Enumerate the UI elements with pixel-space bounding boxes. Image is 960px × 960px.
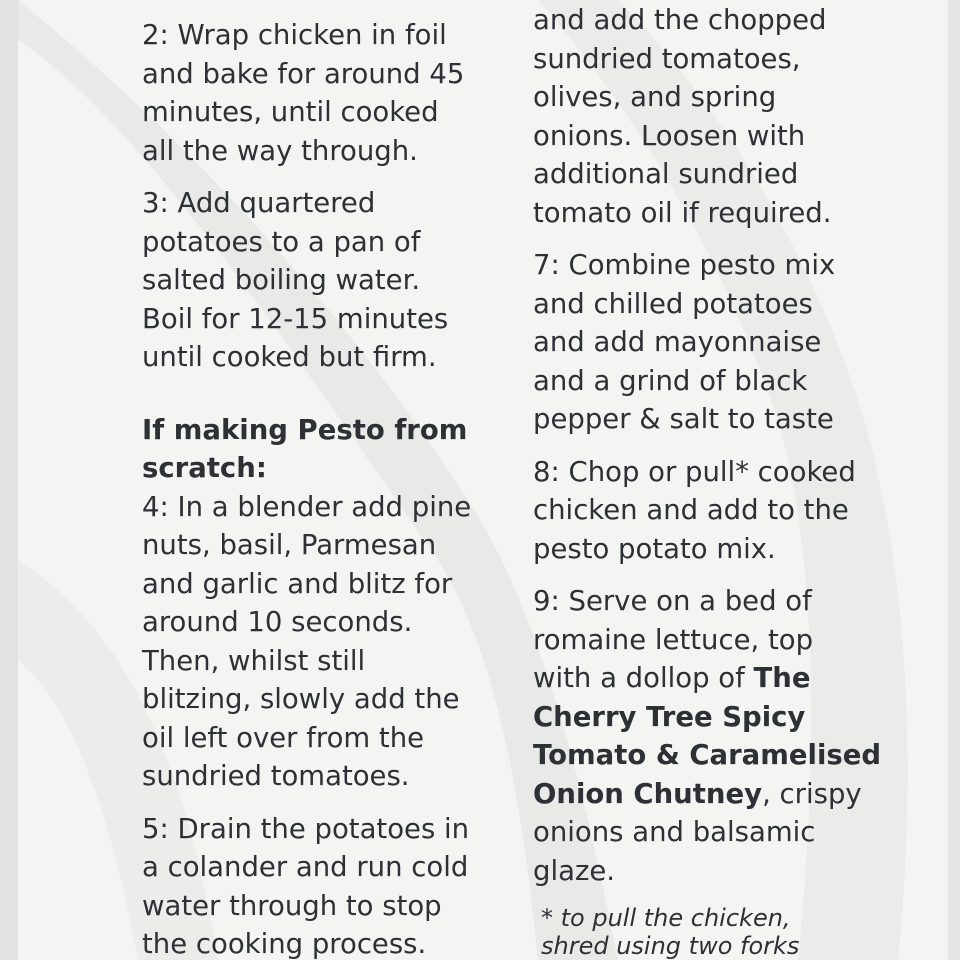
step-7-line: and add mayonnaise [533, 326, 822, 358]
pesto-heading-line: scratch: [142, 452, 267, 484]
step-7-line: and a grind of black [533, 364, 808, 397]
step-9-line: 9: Serve on a bed of [533, 585, 812, 617]
right-edge-strip [948, 0, 960, 960]
pesto-heading-line: If making Pesto from [142, 413, 468, 446]
step-5-line: the cooking process. [142, 928, 427, 960]
step-4-line: oil left over from the [142, 721, 425, 754]
step-8 [533, 453, 893, 569]
step-5-line: a colander and run cold [142, 851, 469, 883]
step-3-line: until cooked but firm. [142, 341, 437, 373]
step-6-line: and add the chopped [533, 4, 827, 36]
step-4-line: sundried tomatoes. [142, 760, 410, 792]
footnote [541, 904, 893, 960]
product-name: The [753, 662, 811, 694]
step-7-line: pepper & salt to taste [533, 403, 834, 435]
step-8-line: pesto potato mix. [533, 532, 776, 565]
step-3-line: salted boiling water. [142, 264, 421, 296]
step-4-line: and garlic and blitz for [142, 567, 453, 600]
step-4-line: nuts, basil, Parmesan [142, 529, 437, 561]
footnote-line: * to pull the chicken, [541, 904, 791, 932]
step-3 [142, 184, 502, 377]
step-3-line: Boil for 12-15 minutes [142, 302, 449, 335]
step-9-line [533, 775, 893, 814]
step-6-line: onions. Loosen with [533, 119, 806, 152]
product-name: Cherry Tree Spicy [533, 700, 806, 733]
step-9-line: glaze. [533, 854, 616, 887]
step-2-line: and bake for around 45 [142, 57, 465, 90]
left-column [142, 16, 502, 960]
step-2-line: minutes, until cooked [142, 96, 439, 128]
step-6-line: tomato oil if required. [533, 196, 832, 229]
step-2-line: 2: Wrap chicken in foil [142, 19, 447, 51]
step-5-line: 5: Drain the potatoes in [142, 812, 470, 845]
step-8-line: chicken and add to the [533, 494, 849, 526]
step-2 [142, 16, 502, 170]
step-6-line: sundried tomatoes, [533, 42, 801, 75]
left-edge-strip [0, 0, 18, 960]
step-3-line: 3: Add quartered [142, 187, 376, 219]
step-7 [533, 246, 893, 439]
step-4-line: 4: In a blender add pine [142, 490, 472, 523]
step-9-text: with a dollop of [533, 662, 754, 694]
step-9-text: , crispy [762, 777, 862, 810]
step-7-line: and chilled potatoes [533, 287, 813, 320]
footnote-line: shred using two forks [541, 932, 800, 960]
step-6-continued [533, 1, 893, 232]
step-5-line: water through to stop [142, 889, 442, 922]
step-7-line: 7: Combine pesto mix [533, 249, 836, 281]
recipe-card [18, 0, 948, 960]
product-name: Tomato & Caramelised [533, 739, 882, 771]
step-3-line: potatoes to a pan of [142, 225, 421, 258]
step-4-line: around 10 seconds. [142, 606, 413, 638]
product-name: Onion Chutney [533, 777, 763, 810]
step-9-line: romaine lettuce, top [533, 623, 814, 656]
step-2-line: all the way through. [142, 134, 418, 167]
step-9 [533, 582, 893, 890]
step-8-line: 8: Chop or pull* cooked [533, 455, 856, 488]
step-6-line: additional sundried [533, 158, 799, 190]
step-4-line: Then, whilst still [142, 644, 366, 677]
step-9-line: onions and balsamic [533, 816, 816, 848]
step-9-line [533, 659, 893, 698]
step-4 [142, 488, 502, 796]
pesto-heading [142, 411, 502, 488]
step-6-line: olives, and spring [533, 81, 777, 113]
right-column [533, 1, 893, 960]
step-4-line: blitzing, slowly add the [142, 683, 460, 715]
step-5 [142, 810, 502, 960]
